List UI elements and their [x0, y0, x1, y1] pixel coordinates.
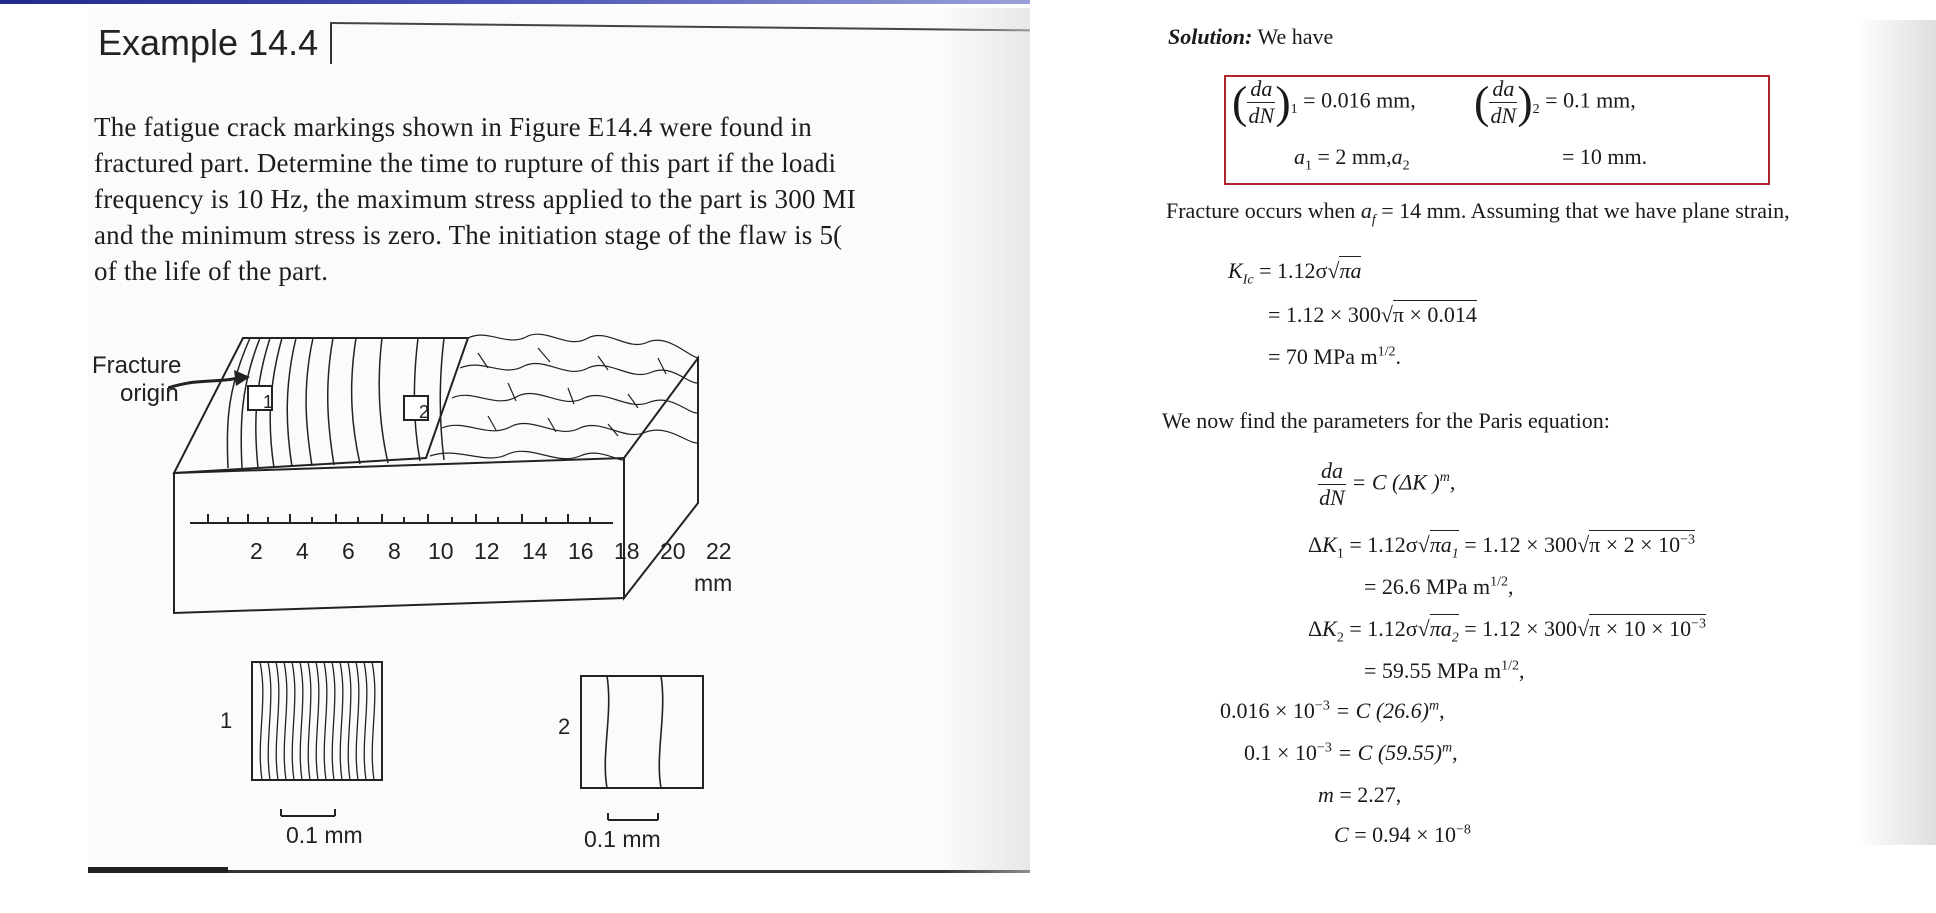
equation-2: $0.1 \times 10^{-3} = C$ $(59.55)^m$, [1244, 740, 1458, 765]
c-result: $C = 0.94 \times 10^{-8}$ [1334, 822, 1471, 847]
scale-tick: 18 [614, 538, 640, 564]
given-da-dn-2: ( $\frac{da}{dN}$ )$_2 = 0.1$ mm, [1474, 76, 1636, 128]
paris-equation: $\frac{da}{dN}$ = C (ΔK )$^m$, [1319, 458, 1456, 510]
solution-heading-line [1168, 24, 1333, 50]
given-da-dn-1-value: = 0.016 mm, [1303, 87, 1416, 113]
scale-tick: 20 [660, 538, 686, 564]
given-a1: $a_1 = 2$ $mm,a_2$ [1294, 144, 1410, 174]
scale-tick: 14 [522, 538, 548, 564]
scale-tick: 16 [568, 538, 594, 564]
page-bottom-rule [88, 870, 1030, 873]
solution-heading: Solution: [1168, 24, 1253, 49]
slide-top-bar [0, 0, 1030, 4]
fracture-condition-line: Fracture occurs when $a_f = 14$ mm. Assuming that we have plane strain, [1166, 198, 1790, 228]
scale-tick: 6 [342, 538, 355, 564]
scale-tick: 2 [250, 538, 263, 564]
problem-line-1: The fatigue crack markings shown in Figure E14.4 were found in [94, 112, 812, 142]
given-a2: = 10 mm. [1562, 144, 1648, 169]
delta-k2-line: $\Delta K_2 = 1.12\sigma√\pi a_2 = 1.12 \times 300√\pi \times 10 \times 10^{-3}$ [1308, 616, 1706, 646]
m-result: m = 2.27, [1318, 782, 1402, 807]
fracture-origin-label-1: Fracture [92, 352, 182, 379]
solution-heading-rest: We have [1257, 24, 1334, 49]
title-rule-horizontal [330, 22, 1030, 31]
example-page [88, 8, 1030, 873]
scale-tick: 4 [296, 538, 309, 564]
scale-unit: mm [694, 570, 733, 596]
problem-line-5: of the life of the part. [94, 256, 329, 286]
page-edge-shade [1856, 20, 1936, 845]
kic-line-3: = 70 MPa $m^{1/2}$. [1268, 344, 1401, 369]
detail-1-figure [250, 660, 385, 785]
marker-2-label: 2 [419, 402, 430, 422]
problem-line-2: fractured part. Determine the time to rupture of this part if the loadi [94, 148, 837, 178]
detail-2-scale-label: 0.1 mm [584, 826, 661, 852]
detail-1-scalebar [279, 806, 339, 820]
detail-1-scale-label: 0.1 mm [286, 822, 363, 848]
problem-line-3: frequency is 10 Hz, the maximum stress applied to the part is 300 MI [94, 184, 856, 214]
detail-2-label: 2 [558, 714, 571, 739]
kic-line-2: = 1.12 × 300√π × 0.014 [1268, 302, 1477, 327]
scale-tick: 22 [706, 538, 732, 564]
scale-tick: 8 [388, 538, 401, 564]
problem-line-4: and the minimum stress is zero. The initiation stage of the flaw is 5( [94, 220, 843, 250]
detail-2-figure [579, 674, 707, 792]
page-bottom-tab [88, 867, 228, 873]
fracture-block-figure [168, 328, 868, 668]
fracture-origin-label-2: origin [120, 380, 179, 407]
marker-1-label: 1 [263, 392, 274, 412]
example-title: Example 14.4 [98, 22, 319, 63]
delta-k1-result: = 26.6 MPa $m^{1/2}$, [1364, 574, 1514, 599]
delta-k1-line: $\Delta K_1 = 1.12\sigma√\pi a_1 = 1.12 \times 300√\pi \times 2 \times 10^{-3}$ [1308, 532, 1695, 562]
given-da-dn-1: ( $\frac{da}{dN}$ )$_1 = 0.016$ mm, [1232, 76, 1416, 128]
title-rule-vertical [330, 22, 332, 64]
detail-1-label: 1 [220, 708, 233, 733]
scale-tick: 10 [428, 538, 454, 564]
paris-intro: We now find the parameters for the Paris equation: [1162, 408, 1610, 433]
scale-tick: 12 [474, 538, 500, 564]
detail-2-scalebar [606, 810, 662, 824]
equation-1: $0.016 \times 10^{-3} = C$ $(26.6)^m$, [1220, 698, 1445, 723]
given-da-dn-2-value: = 0.1 mm, [1545, 87, 1636, 113]
kic-line-1: $K_{Ic} = 1.12\sigma√\pi a$ [1228, 258, 1362, 288]
delta-k2-result: = 59.55 MPa $m^{1/2}$, [1364, 658, 1525, 683]
